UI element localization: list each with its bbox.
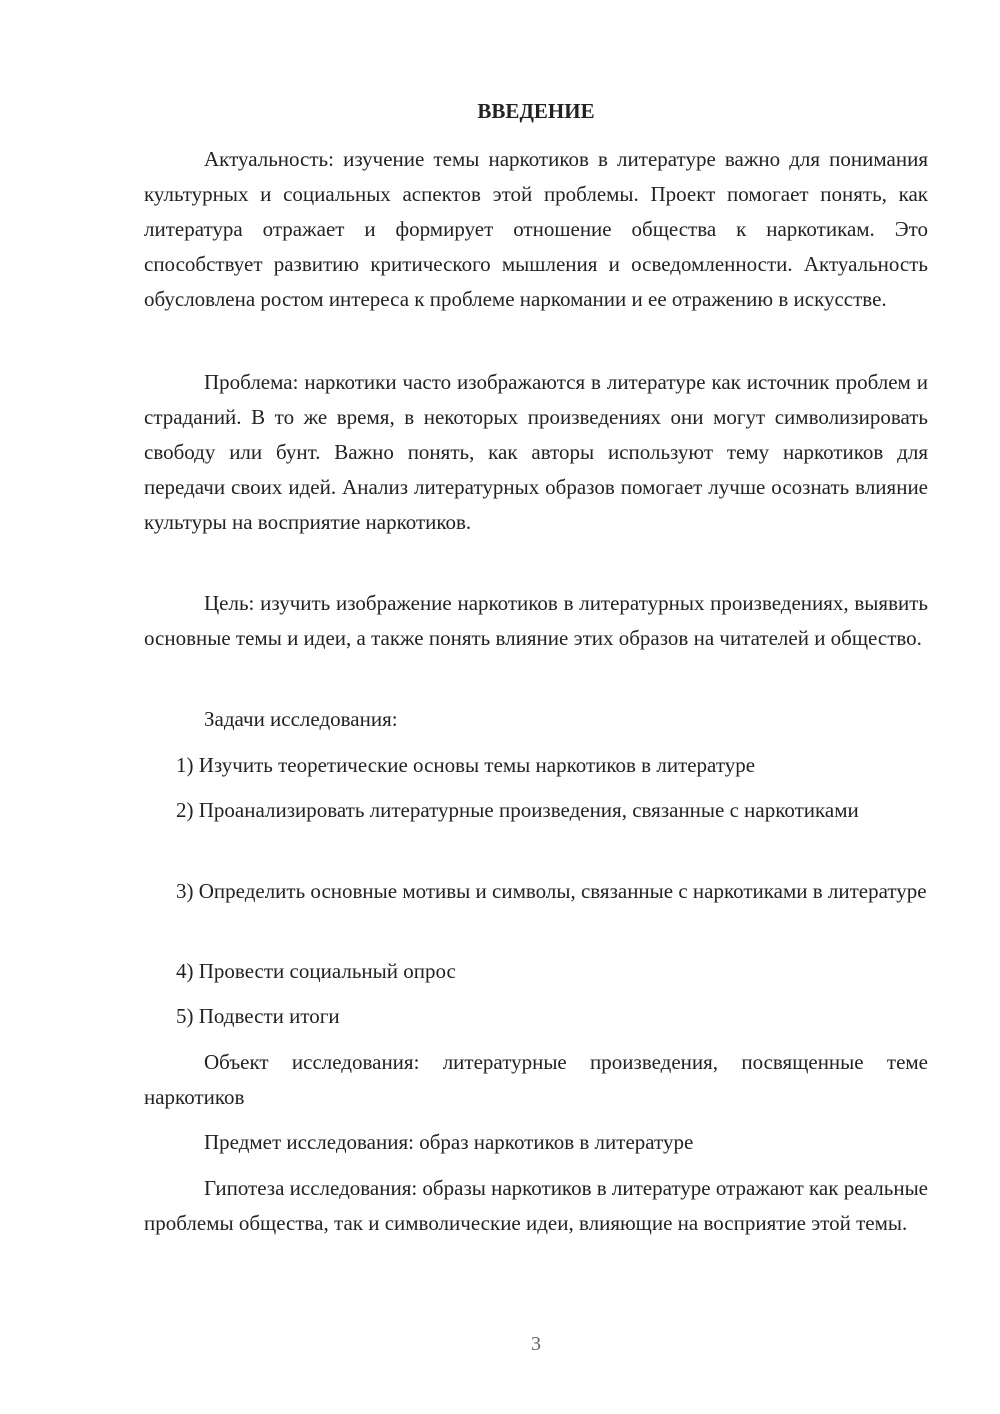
paragraph-relevance: Актуальность: изучение темы наркотиков в литературе важно для понимания культурных и социальных аспектов этой проблемы. Проект помогает понять, как литература отражает и формирует отношение общества к наркотикам. Это способствует развитию критического мышления и осведомленности. Актуальность обусловлена ростом интереса к проблеме наркомании и ее отражению в искусстве.: [144, 147, 928, 311]
page-number: 3: [531, 1333, 541, 1355]
paragraph-hypothesis: Гипотеза исследования: образы наркотиков в литературе отражают как реальные проблемы общества, так и символические идеи, влияющие на восприятие этой темы.: [144, 1176, 928, 1235]
paragraph-goal: Цель: изучить изображение наркотиков в литературных произведениях, выявить основные темы и идеи, а также понять влияние этих образов на читателей и общество.: [144, 591, 928, 650]
paragraph-object: Объект исследования: литературные произведения, посвященные теме наркотиков: [144, 1050, 928, 1109]
task-item-2: 2) Проанализировать литературные произведения, связанные с наркотиками: [176, 798, 859, 822]
task-item-4: 4) Провести социальный опрос: [176, 959, 456, 983]
paragraph-problem: Проблема: наркотики часто изображаются в литературе как источник проблем и страданий. В то же время, в некоторых произведениях они могут символизировать свободу или бунт. Важно понять, как авторы используют тему наркотиков для передачи своих идей. Анализ литературных образов помогает лучше осознать влияние культуры на восприятие наркотиков.: [144, 370, 928, 534]
page-title: ВВЕДЕНИЕ: [477, 99, 595, 123]
task-item-1: 1) Изучить теоретические основы темы наркотиков в литературе: [176, 753, 756, 777]
tasks-heading: Задачи исследования:: [204, 707, 398, 731]
paragraph-subject: Предмет исследования: образ наркотиков в литературе: [204, 1130, 694, 1154]
task-item-3: 3) Определить основные мотивы и символы, связанные с наркотиками в литературе: [176, 879, 927, 903]
task-item-5: 5) Подвести итоги: [176, 1004, 340, 1028]
